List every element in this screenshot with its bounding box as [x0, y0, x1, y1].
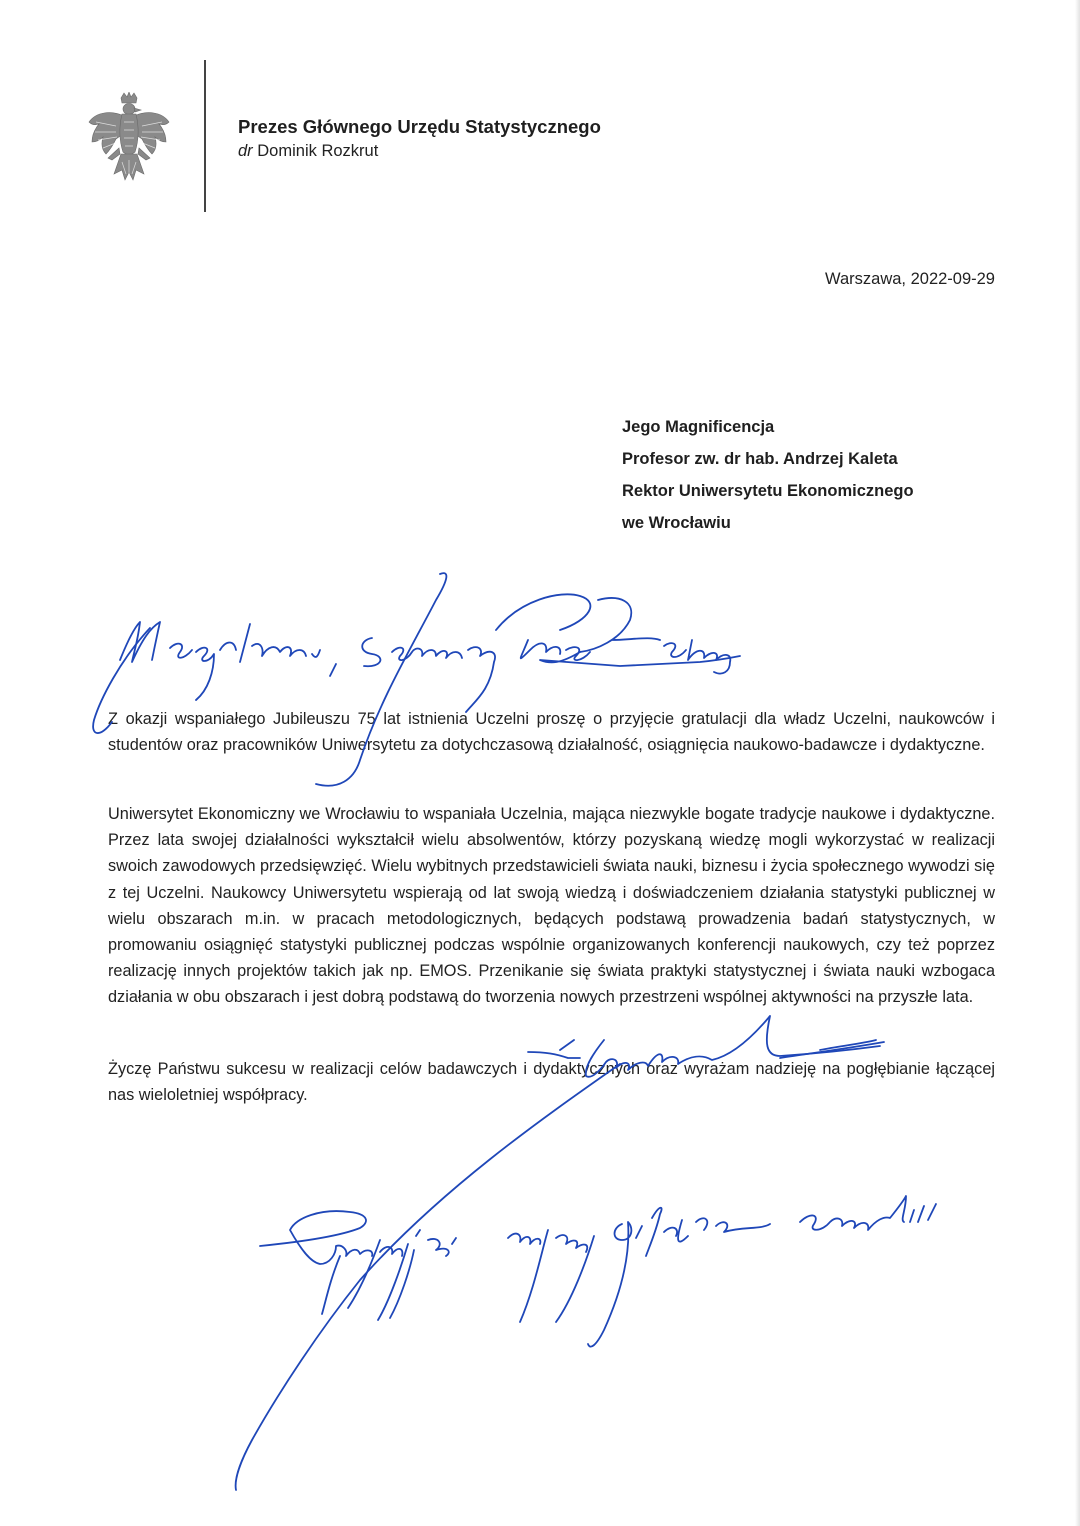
closing-stroke-1 [260, 1211, 372, 1314]
addressee-line: Profesor zw. dr hab. Andrzej Kaleta [622, 450, 898, 468]
sender-block [238, 115, 601, 163]
handwritten-closing [260, 1196, 936, 1347]
addressee-line: Jego Magnificencja [622, 418, 775, 436]
body-paragraph: Z okazji wspaniałego Jubileuszu 75 lat istnienia Uczelni proszę o przyjęcie gratulacji dla władz Uczelni, naukowców i studentów oraz pracowników Uniwersytetu za dotychczasową działalność, osiągnięcia naukowo-badawcze i dydaktyczne. [108, 710, 995, 755]
closing-stroke-5 [800, 1196, 936, 1230]
closing-stroke-2 [348, 1230, 456, 1320]
salutation-underline [540, 652, 740, 666]
sender-name-text: Dominik Rozkrut [257, 142, 379, 160]
closing-stroke-4 [588, 1208, 770, 1347]
signature-flourish [236, 1064, 620, 1490]
salutation-stroke-3 [496, 594, 590, 660]
closing-stroke-3 [508, 1230, 594, 1322]
polish-eagle-emblem-icon [86, 92, 172, 184]
addressee-block [622, 411, 914, 539]
sender-title: Prezes Głównego Urzędu Statystycznego [238, 116, 601, 137]
date-line: Warszawa, 2022-09-29 [825, 270, 995, 288]
sender-name-prefix: dr [238, 142, 253, 160]
signature-underline-2 [820, 1040, 876, 1050]
salutation-stroke-4 [580, 598, 730, 674]
scan-edge-shadow [1075, 0, 1080, 1526]
body-paragraph: Życzę Państwu sukcesu w realizacji celów badawczych i dydaktycznych oraz wyrażam nadzieję na pogłębianie łączącej nas wieloletniej współpracy. [108, 1060, 995, 1105]
header-divider [204, 60, 206, 212]
salutation-stroke-1 [120, 622, 320, 700]
salutation-comma [330, 664, 336, 676]
body-paragraph: Uniwersytet Ekonomiczny we Wrocławiu to wspaniała Uczelnia, mająca niezwykle bogate tradycje naukowe i dydaktyczne. Przez lata swojej działalności wykształcił wielu absolwentów, którzy pozyskaną wiedzę mogli wykorzystać w realizacji swoich zawodowych przedsięwzięć. Wielu wybitnych przedstawicieli świata nauki, biznesu i życia społecznego wywodzi się z tej Uczelni. Naukowcy Uniwersytetu wspierają od lat swoją wiedzą i doświadczeniem działania statystyki publicznej w wielu obszarach m.in. w pracach metodologicznych, będących podstawą prowadzenia badań statystycznych, w promowaniu osiągnięć statystyki publicznej podczas wspólnie organizowanych konferencji naukowych, czy też poprzez realizację innych projektów takich jak np. EMOS. Przenikanie się świata praktyki statystycznej i świata nauki wzbogaca działania w obu obszarach i jest dobrą podstawą do tworzenia nowych przestrzeni wspólnej aktywności na przyszłe lata. [108, 805, 995, 1007]
addressee-line: Rektor Uniwersytetu Ekonomicznego [622, 482, 914, 500]
sender-name [238, 139, 601, 163]
salutation-stroke-2 [362, 638, 495, 712]
addressee-line: we Wrocławiu [622, 514, 731, 532]
